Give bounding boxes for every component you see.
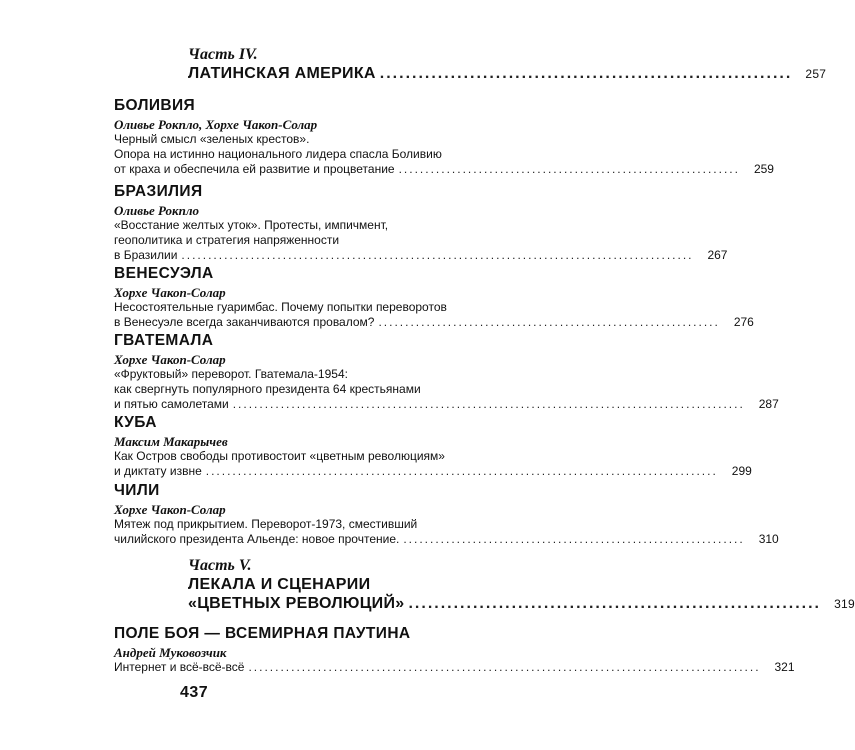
page-number: 276 — [733, 315, 754, 329]
toc-entry-venezuela[interactable] — [114, 315, 754, 330]
section-title: ПОЛЕ БОЯ — ВСЕМИРНАЯ ПАУТИНА — [114, 625, 411, 642]
section-authors: Хорхе Чакоп-Солар — [114, 285, 226, 300]
toc-entry-battlefield[interactable] — [114, 660, 795, 675]
leader-dots: ................................................................................................ — [232, 397, 745, 411]
entry-line: Несостоятельные гуаримбас. Почему попытки переворотов — [114, 300, 447, 314]
leader-dots: ................................................................ — [379, 65, 793, 82]
leader-dots: ................................................................................................ — [181, 248, 694, 262]
entry-line: и диктату извне — [114, 464, 202, 478]
section-authors: Андрей Муковозчик — [114, 645, 227, 660]
page-number: 321 — [774, 660, 795, 674]
section-title: ГВАТЕМАЛА — [114, 332, 214, 349]
entry-line: как свергнуть популярного президента 64 крестьянами — [114, 382, 421, 396]
section-authors: Хорхе Чакоп-Солар — [114, 352, 226, 367]
entry-line: чилийского президента Альенде: новое прочтение. — [114, 532, 400, 546]
section-title: ЧИЛИ — [114, 482, 160, 499]
entry-line: Как Остров свободы противостоит «цветным революциям» — [114, 449, 445, 463]
toc-entry-bolivia[interactable] — [114, 162, 774, 177]
section-venezuela — [114, 264, 754, 330]
entry-line: Интернет и всё-всё-всё — [114, 660, 245, 674]
entry-line: от краха и обеспечила ей развитие и процветание — [114, 162, 395, 176]
page-number: 310 — [758, 532, 779, 546]
entry-line: геополитика и стратегия напряженности — [114, 233, 340, 247]
section-title: БРАЗИЛИЯ — [114, 183, 203, 200]
leader-dots: ................................................................................................ — [248, 660, 761, 674]
part-iv-title-row[interactable] — [188, 64, 827, 84]
entry-line: «Фруктовый» переворот. Гватемала-1954: — [114, 367, 348, 381]
toc-entry-cuba[interactable] — [114, 464, 752, 479]
part-iv-label: Часть IV. — [188, 46, 258, 63]
entry-line: Черный смысл «зеленых крестов». — [114, 132, 310, 146]
section-authors: Оливье Рокпло, Хорхе Чакоп-Солар — [114, 117, 318, 132]
part-v-heading — [188, 557, 855, 614]
leader-dots: ................................................................ — [398, 162, 740, 176]
part-iv-heading — [188, 46, 827, 84]
entry-line: и пятью самолетами — [114, 397, 229, 411]
page-number: 287 — [758, 397, 779, 411]
section-battlefield — [114, 624, 795, 675]
toc-entry-guatemala[interactable] — [114, 397, 779, 412]
part-v-title-line1: ЛЕКАЛА И СЦЕНАРИИ — [188, 576, 371, 593]
page-number: 257 — [805, 67, 827, 81]
page-number: 267 — [707, 248, 728, 262]
section-authors: Хорхе Чакоп-Солар — [114, 502, 226, 517]
section-cuba — [114, 413, 752, 479]
entry-line: «Восстание желтых уток». Протесты, импичмент, — [114, 218, 389, 232]
part-v-title-row[interactable] — [188, 594, 855, 614]
leader-dots: ................................................................ — [378, 315, 720, 329]
leader-dots: ................................................................ — [403, 532, 745, 546]
part-v-label: Часть V. — [188, 557, 252, 574]
leader-dots: ................................................................ — [408, 595, 821, 612]
section-title: КУБА — [114, 414, 157, 431]
section-title: ВЕНЕСУЭЛА — [114, 265, 214, 282]
section-brazil — [114, 182, 728, 263]
section-authors: Оливье Рокпло — [114, 203, 200, 218]
toc-entry-chile[interactable] — [114, 532, 779, 547]
part-v-title-line — [188, 575, 488, 594]
section-chile — [114, 481, 779, 547]
page-number: 259 — [753, 162, 774, 176]
page-number: 319 — [834, 597, 855, 611]
page-number: 299 — [731, 464, 752, 478]
part-iv-title: ЛАТИНСКАЯ АМЕРИКА — [188, 65, 376, 82]
section-authors: Максим Макарычев — [114, 434, 228, 449]
entry-line: в Бразилии — [114, 248, 178, 262]
entry-line: Мятеж под прикрытием. Переворот-1973, сместивший — [114, 517, 418, 531]
section-title: БОЛИВИЯ — [114, 97, 196, 114]
entry-line: Опора на истинно национального лидера спасла Боливию — [114, 147, 442, 161]
leader-dots: ................................................................................................ — [205, 464, 718, 478]
section-bolivia — [114, 96, 774, 177]
toc-entry-brazil[interactable] — [114, 248, 728, 263]
part-v-title-line2: «ЦВЕТНЫХ РЕВОЛЮЦИЙ» — [188, 595, 405, 612]
folio-page-number: 437 — [180, 684, 209, 701]
section-guatemala — [114, 331, 779, 412]
entry-line: в Венесуэле всегда заканчиваются провалом? — [114, 315, 375, 329]
